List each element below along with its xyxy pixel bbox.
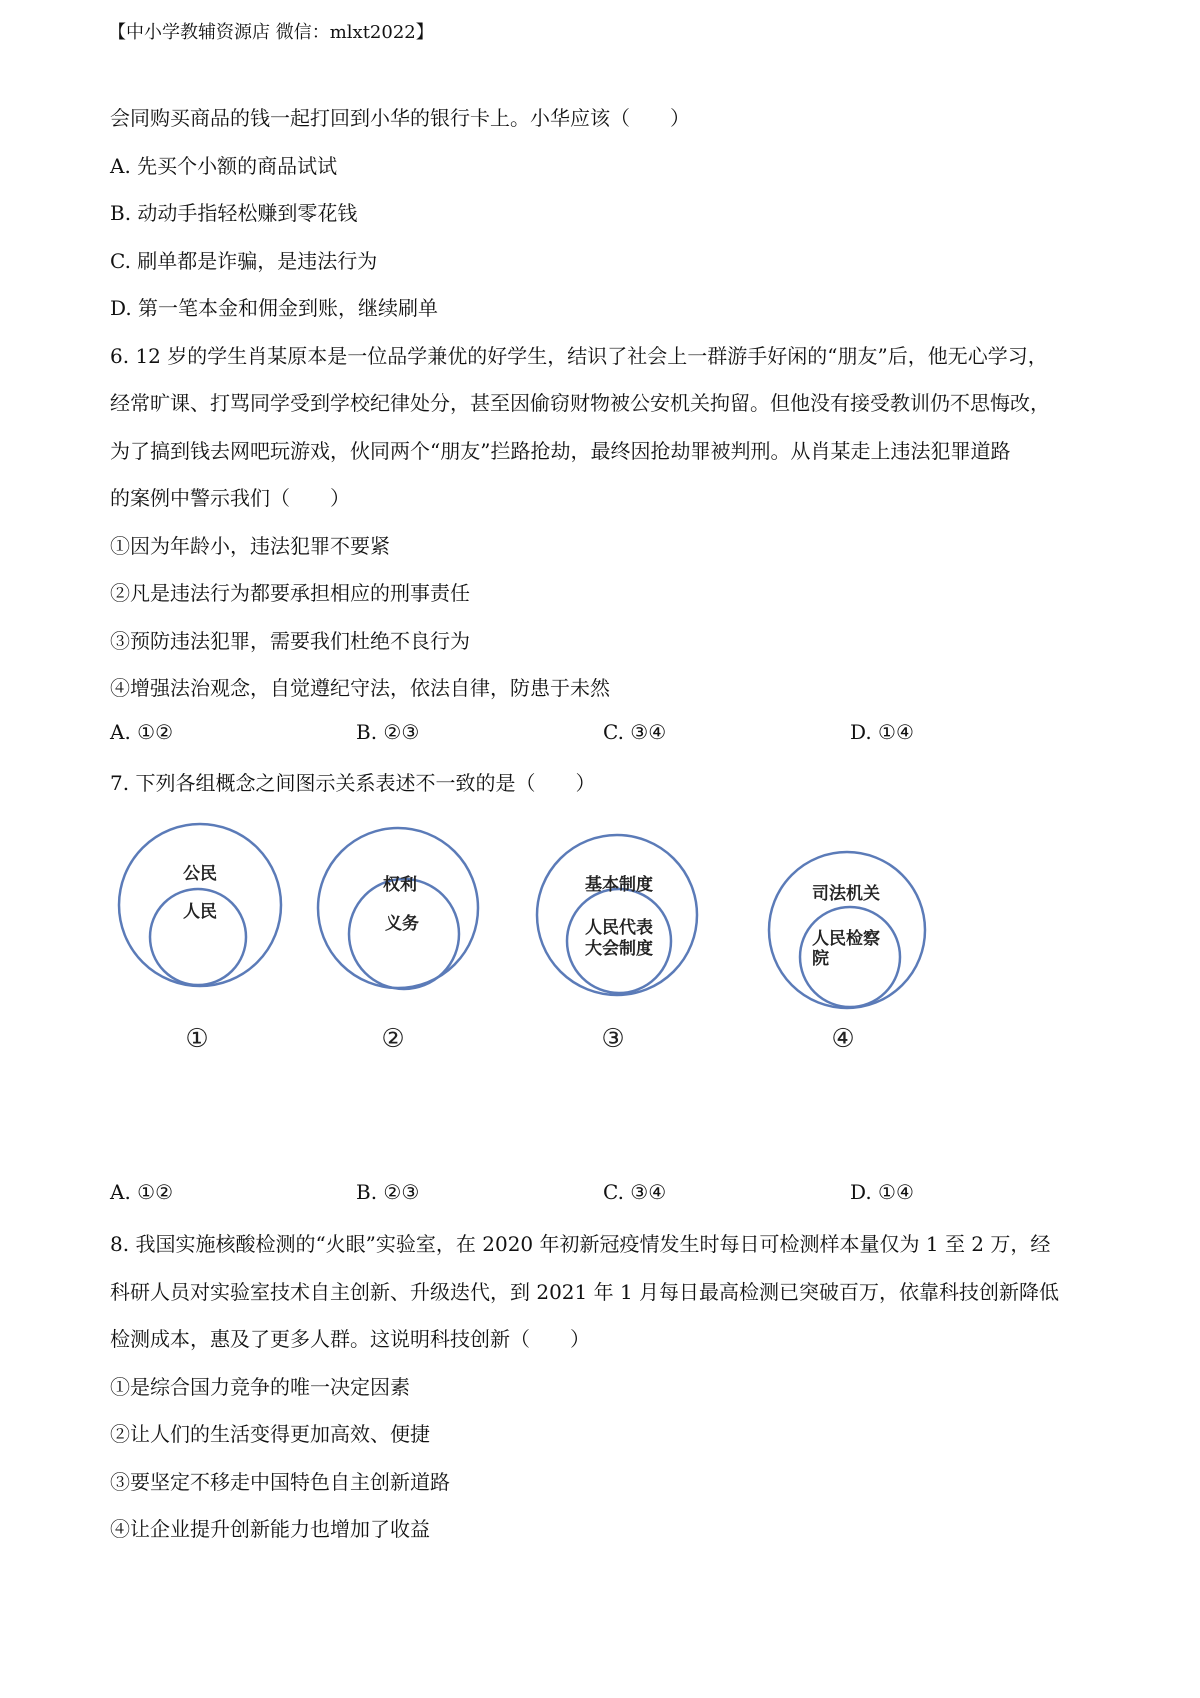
q7-diagram-1 bbox=[119, 824, 281, 1054]
q6-option-a: A. ①② bbox=[110, 720, 174, 744]
q6-option-d: D. ①④ bbox=[850, 720, 914, 744]
q6-stem-line-1: 6. 12 岁的学生肖某原本是一位品学兼优的好学生，结识了社会上一群游手好闲的“朋友”后，他无心学习， bbox=[110, 344, 1048, 368]
q6-statement-2: ②凡是违法行为都要承担相应的刑事责任 bbox=[110, 581, 470, 605]
q7-diagram-1-inner-label: 人民 bbox=[183, 902, 217, 922]
q7-diagram-1-number: ① bbox=[185, 1024, 209, 1054]
q7-diagram-4-number: ④ bbox=[831, 1024, 855, 1054]
q6-stem-line-2: 经常旷课、打骂同学受到学校纪律处分，甚至因偷窃财物被公安机关拘留。但他没有接受教训仍不思悔改， bbox=[110, 391, 1050, 415]
q6-stem-line-4: 的案例中警示我们（ ） bbox=[110, 486, 350, 510]
q7-diagram-3-outer-label: 基本制度 bbox=[585, 875, 653, 895]
q5-stem-tail: 会同购买商品的钱一起打回到小华的银行卡上。小华应该（ ） bbox=[110, 106, 690, 130]
q5-option-d: D. 第一笔本金和佣金到账，继续刷单 bbox=[110, 296, 439, 320]
q7-diagram-1-outer-label: 公民 bbox=[183, 864, 217, 884]
q7-diagram-4-inner-label-line-1: 人民检察 bbox=[812, 929, 880, 949]
q8-statement-3: ③要坚定不移走中国特色自主创新道路 bbox=[110, 1470, 450, 1494]
q7-diagram-svg bbox=[0, 815, 1200, 1075]
q8-statement-1: ①是综合国力竞争的唯一决定因素 bbox=[110, 1375, 410, 1399]
q8-stem-line-3: 检测成本，惠及了更多人群。这说明科技创新（ ） bbox=[110, 1327, 590, 1351]
q7-diagram-3 bbox=[537, 835, 697, 1054]
q7-options bbox=[110, 1180, 1110, 1210]
q6-statement-3: ③预防违法犯罪，需要我们杜绝不良行为 bbox=[110, 629, 470, 653]
watermark-header: 【中小学教辅资源店 微信：mlxt2022】 bbox=[108, 22, 434, 43]
q7-stem: 7. 下列各组概念之间图示关系表述不一致的是（ ） bbox=[110, 771, 596, 795]
q5-option-a: A. 先买个小额的商品试试 bbox=[110, 154, 338, 178]
q6-statement-4: ④增强法治观念，自觉遵纪守法，依法自律，防患于未然 bbox=[110, 676, 610, 700]
q5-option-c: C. 刷单都是诈骗，是违法行为 bbox=[110, 249, 378, 273]
q7-option-d: D. ①④ bbox=[850, 1180, 914, 1204]
q7-diagram-2-number: ② bbox=[381, 1024, 405, 1054]
q7-diagram-3-outer-circle bbox=[537, 835, 697, 995]
q7-option-b: B. ②③ bbox=[356, 1180, 420, 1204]
q6-options bbox=[110, 720, 1110, 750]
q7-diagram-2 bbox=[318, 828, 478, 1054]
q7-diagram-2-outer-circle bbox=[318, 828, 478, 988]
q7-diagram-4-outer-label: 司法机关 bbox=[812, 884, 880, 904]
q7-diagram-3-number: ③ bbox=[601, 1024, 625, 1054]
q7-diagram-3-inner-label-line-2: 大会制度 bbox=[585, 939, 653, 959]
q7-diagram-2-inner-label: 义务 bbox=[385, 914, 419, 934]
q6-option-c: C. ③④ bbox=[603, 720, 667, 744]
q7-diagram-3-inner-label-line-1: 人民代表 bbox=[585, 918, 653, 938]
q8-stem-line-1: 8. 我国实施核酸检测的“火眼”实验室，在 2020 年初新冠疫情发生时每日可检测样本量仅为 1 至 2 万，经 bbox=[110, 1232, 1051, 1256]
q7-option-c: C. ③④ bbox=[603, 1180, 667, 1204]
q5-option-b: B. 动动手指轻松赚到零花钱 bbox=[110, 201, 358, 225]
q8-statement-4: ④让企业提升创新能力也增加了收益 bbox=[110, 1517, 430, 1541]
q7-diagram-4 bbox=[769, 852, 925, 1054]
q7-diagrams bbox=[0, 815, 1200, 1075]
q6-statement-1: ①因为年龄小，违法犯罪不要紧 bbox=[110, 534, 390, 558]
q8-stem-line-2: 科研人员对实验室技术自主创新、升级迭代，到 2021 年 1 月每日最高检测已突破百万，依靠科技创新降低 bbox=[110, 1280, 1060, 1304]
q7-diagram-2-inner-circle bbox=[349, 879, 459, 989]
q7-diagram-4-inner-label-line-2: 院 bbox=[812, 949, 829, 969]
q6-option-b: B. ②③ bbox=[356, 720, 420, 744]
q6-stem-line-3: 为了搞到钱去网吧玩游戏，伙同两个“朋友”拦路抢劫，最终因抢劫罪被判刑。从肖某走上违法犯罪道路 bbox=[110, 439, 1011, 463]
q7-option-a: A. ①② bbox=[110, 1180, 174, 1204]
q8-statement-2: ②让人们的生活变得更加高效、便捷 bbox=[110, 1422, 430, 1446]
q7-diagram-2-outer-label: 权利 bbox=[383, 875, 417, 895]
